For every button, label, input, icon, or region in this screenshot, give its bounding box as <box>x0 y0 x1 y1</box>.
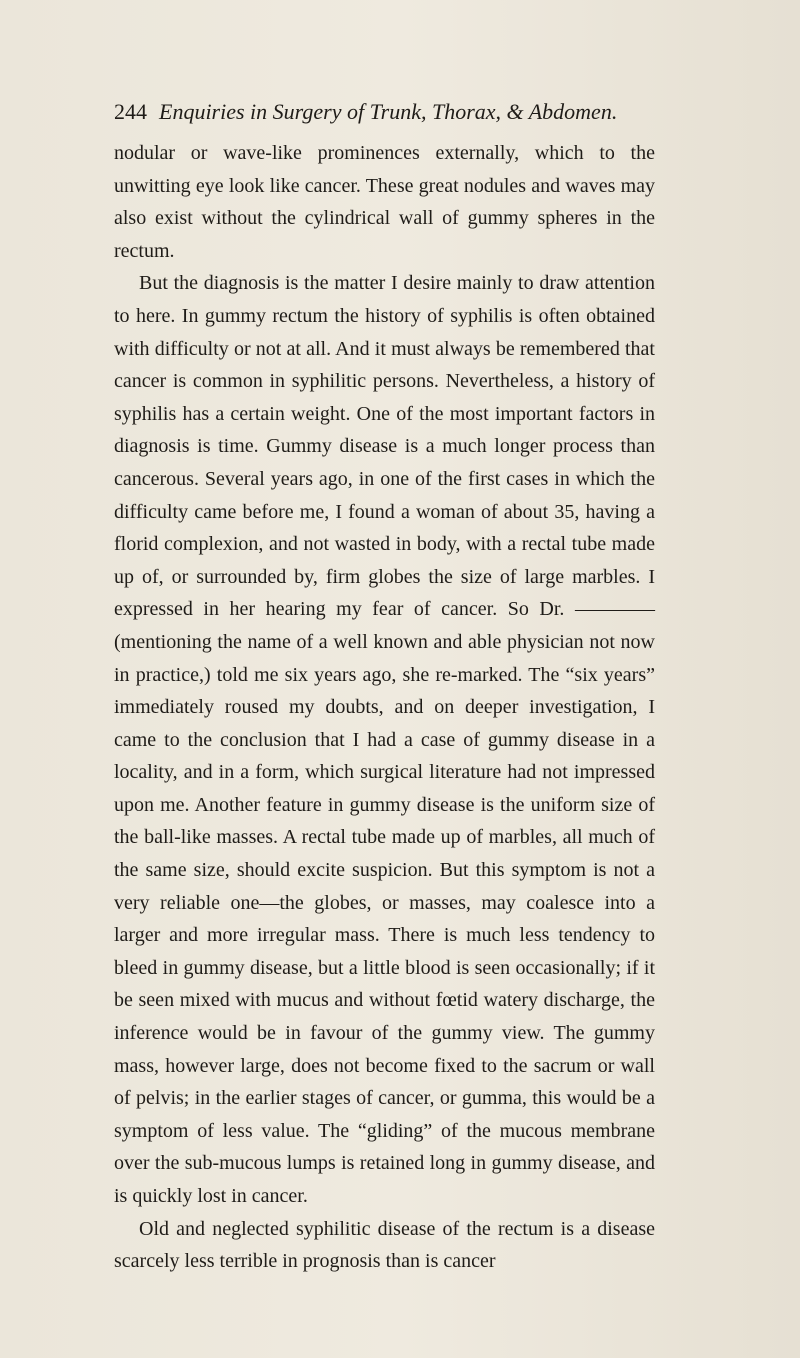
body-text <box>114 137 655 1278</box>
running-title: Enquiries in Surgery of Trunk, Thorax, & Abdomen. <box>159 99 618 124</box>
paragraph-prognosis: Old and neglected syphilitic disease of the rectum is a disease scarcely less terrible in prognosis than is cancer <box>114 1217 655 1273</box>
paragraph-diagnosis: But the diagnosis is the matter I desire mainly to draw attention to here. In gummy rectum the history of syphilis is often obtained with difficulty or not at all. And it must always be remembered that cancer is common in syphilitic persons. Nevertheless, a history of syphilis has a certain weight. One of the most important factors in diagnosis is time. Gummy disease is a much longer process than cancerous. Several years ago, in one of the first cases in which the difficulty came before me, I found a woman of about 35, having a florid complexion, and not wasted in body, with a rectal tube made up of, or surrounded by, firm globes the size of large marbles. I expressed in her hearing my fear of cancer. So Dr. ———— (mentioning the name of a well known and able physician not now in practice,) told me six years ago, she re-marked. The “six years” immediately roused my doubts, and on deeper investigation, I came to the conclusion that I had a case of gummy disease in a locality, and in a form, which surgical literature had not impressed upon me. Another feature in gummy disease is the uniform size of the ball-like masses. A rectal tube made up of marbles, all much of the same size, should excite suspicion. But this symptom is not a very reliable one—the globes, or masses, may coalesce into a larger and more irregular mass. There is much less tendency to bleed in gummy disease, but a little blood is seen occasionally; if it be seen mixed with mucus and without fœtid watery discharge, the inference would be in favour of the gummy view. The gummy mass, however large, does not become fixed to the sacrum or wall of pelvis; in the earlier stages of cancer, or gumma, this would be a symptom of less value. The “gliding” of the mucous membrane over the sub-mucous lumps is retained long in gummy disease, and is quickly lost in cancer. <box>114 272 655 1207</box>
page-header <box>114 98 714 126</box>
paragraph-continuation: nodular or wave-like prominences externally, which to the unwitting eye look like cancer. These great nodules and waves may also exist without the cylindrical wall of gummy spheres in the rectum. <box>114 142 655 262</box>
page-number: 244 <box>114 99 147 124</box>
